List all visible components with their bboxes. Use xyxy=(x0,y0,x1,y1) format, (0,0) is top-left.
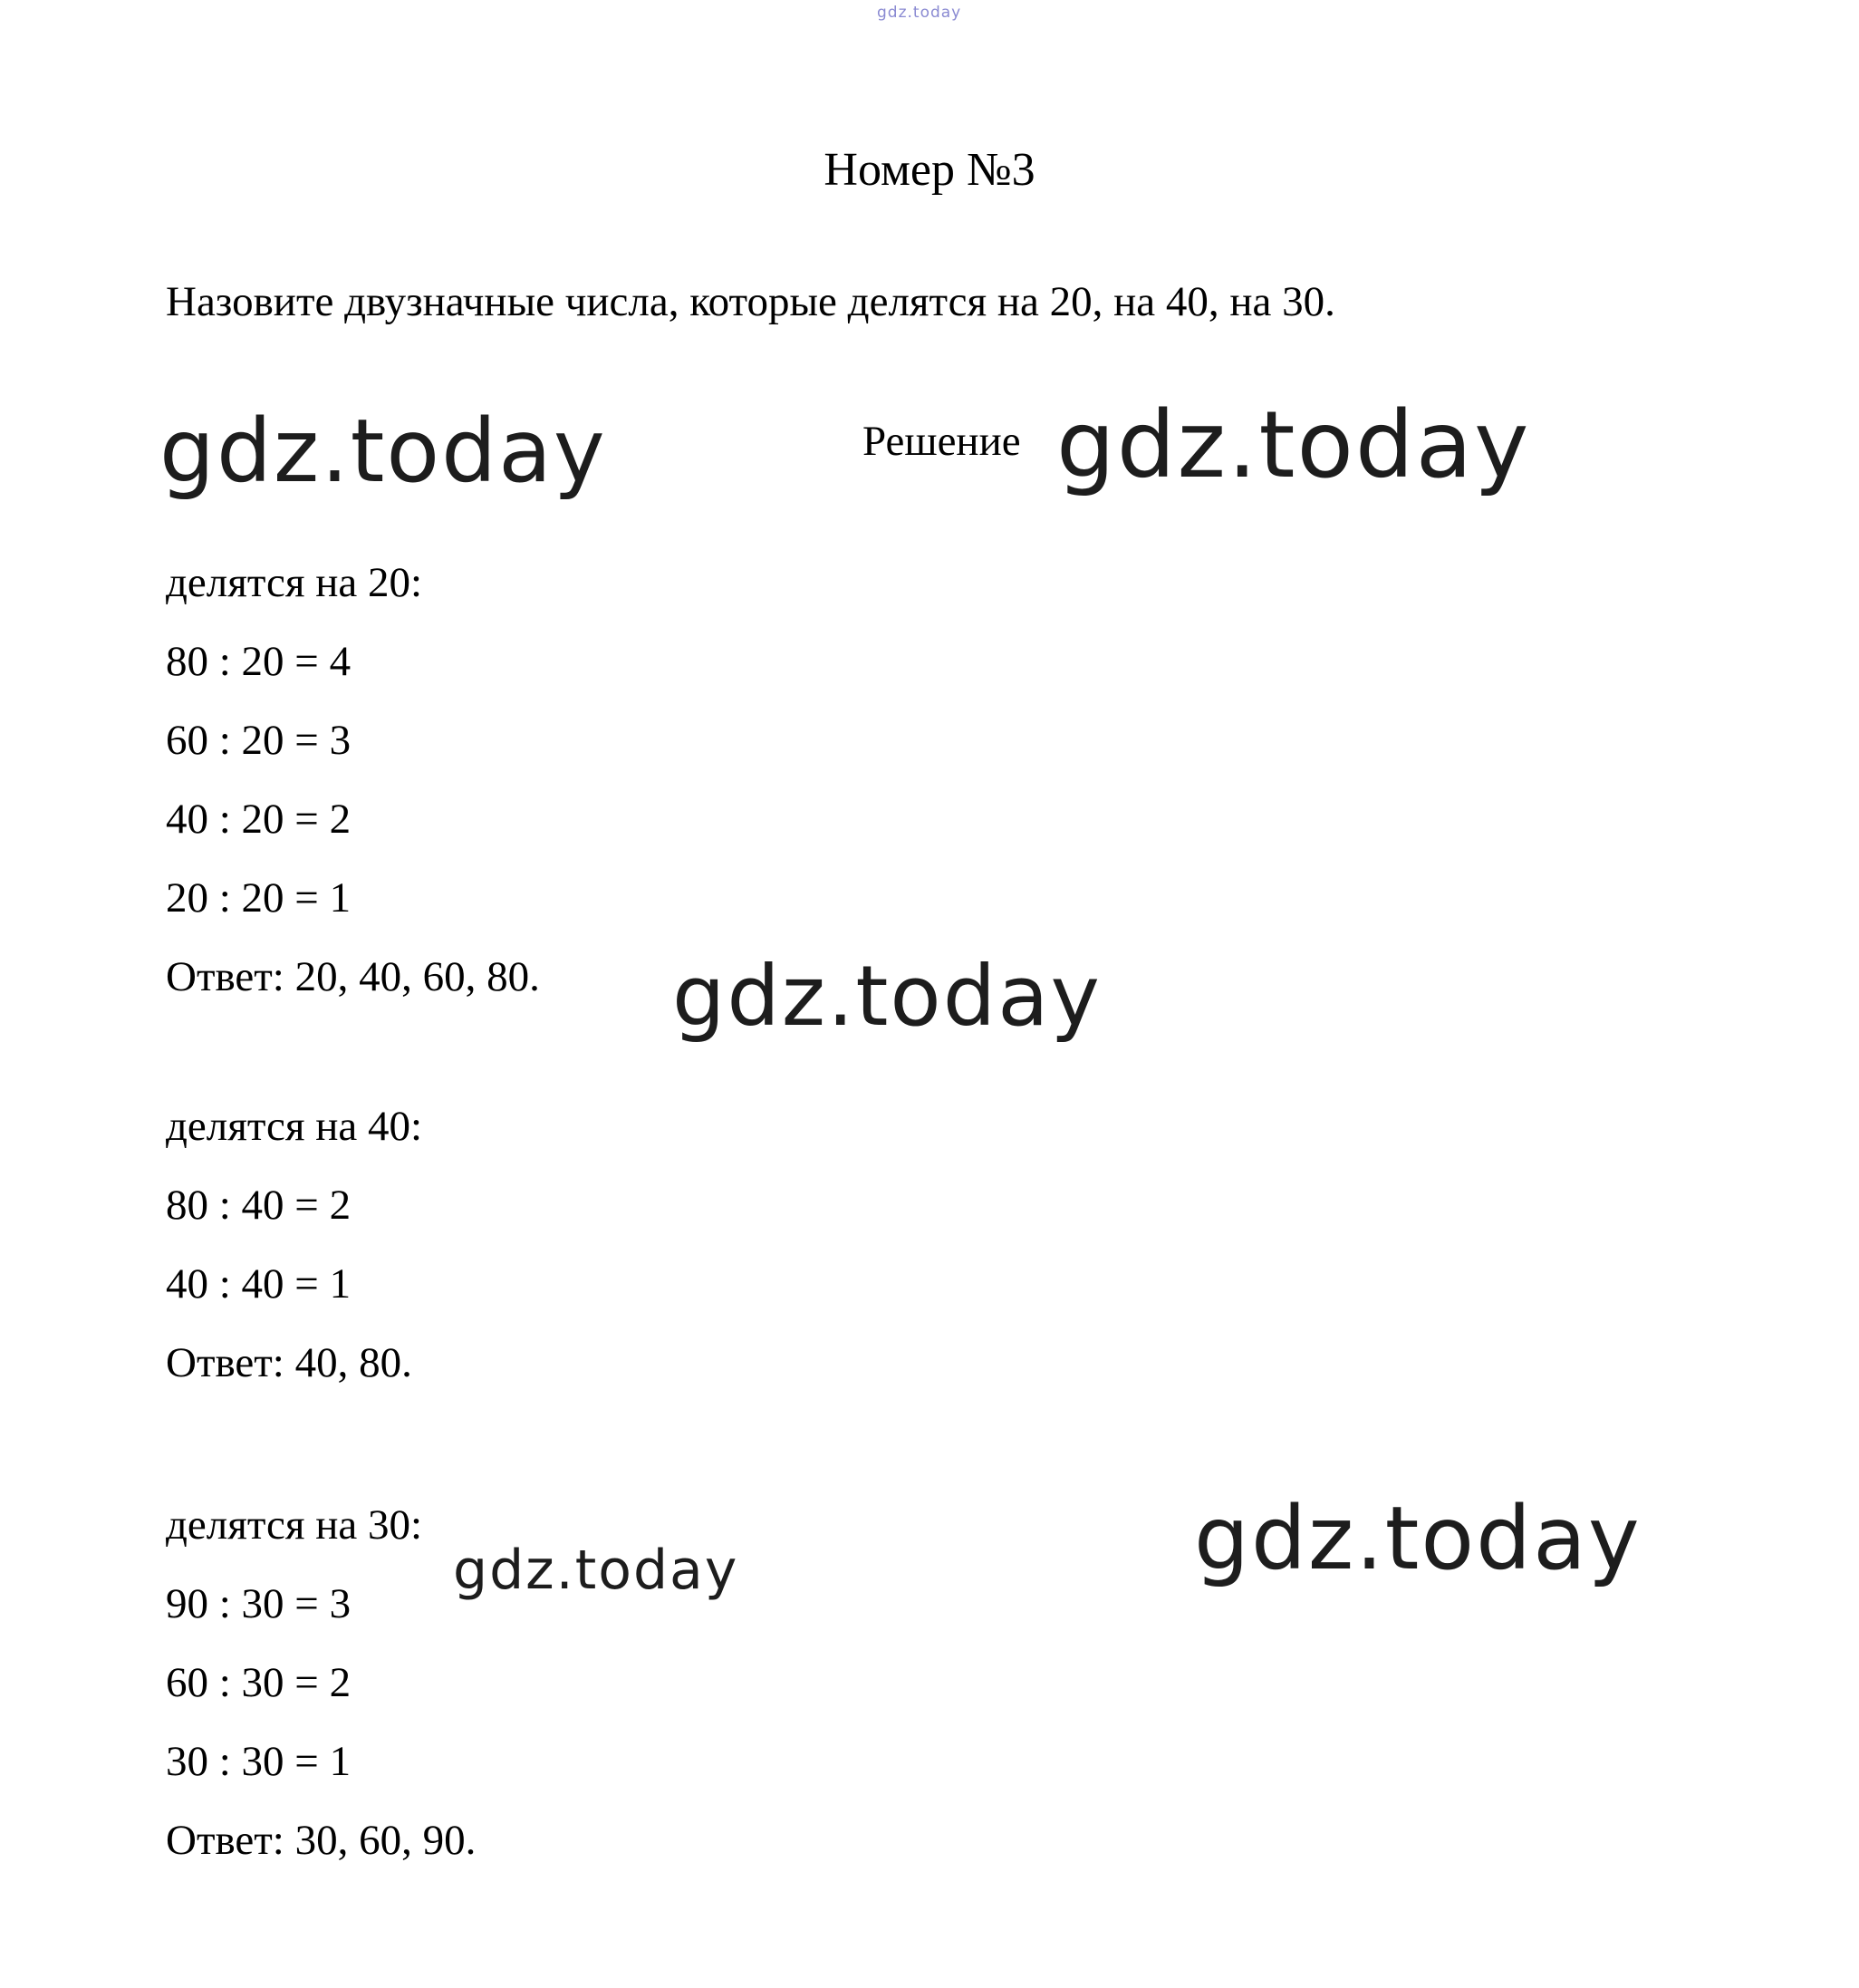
equation-line: 60 : 30 = 2 xyxy=(166,1659,352,1706)
equation-line: 30 : 30 = 1 xyxy=(166,1738,352,1785)
equation-line: 90 : 30 = 3 xyxy=(166,1580,352,1627)
equation-line: 40 : 40 = 1 xyxy=(166,1260,352,1308)
equation-line: 80 : 20 = 4 xyxy=(166,638,352,685)
section-divisible-by-40 xyxy=(166,1087,422,1403)
answer-line: Ответ: 20, 40, 60, 80. xyxy=(166,953,540,1000)
section-heading: делятся на 40: xyxy=(166,1103,423,1150)
equation-line: 20 : 20 = 1 xyxy=(166,874,352,922)
section-divisible-by-30 xyxy=(166,1486,476,1880)
watermark-small: gdz.today xyxy=(453,1539,739,1602)
answer-line: Ответ: 30, 60, 90. xyxy=(166,1817,477,1864)
watermark-bottom-right: gdz.today xyxy=(1194,1488,1642,1589)
equation-line: 60 : 20 = 3 xyxy=(166,717,352,764)
solution-label: Решение xyxy=(862,418,1021,465)
page-title: Номер №3 xyxy=(824,144,1035,196)
equation-line: 40 : 20 = 2 xyxy=(166,796,352,843)
section-heading: делятся на 30: xyxy=(166,1501,423,1549)
watermark-top-link: gdz.today xyxy=(877,4,962,22)
equation-line: 80 : 40 = 2 xyxy=(166,1182,352,1229)
section-heading: делятся на 20: xyxy=(166,559,423,606)
watermark-middle: gdz.today xyxy=(672,948,1102,1045)
question-text: Назовите двузначные числа, которые делятся на 20, на 40, на 30. xyxy=(166,278,1335,325)
section-divisible-by-20 xyxy=(166,544,540,1017)
answer-line: Ответ: 40, 80. xyxy=(166,1339,412,1386)
watermark-left: gdz.today xyxy=(159,400,607,502)
watermark-right: gdz.today xyxy=(1056,391,1531,499)
